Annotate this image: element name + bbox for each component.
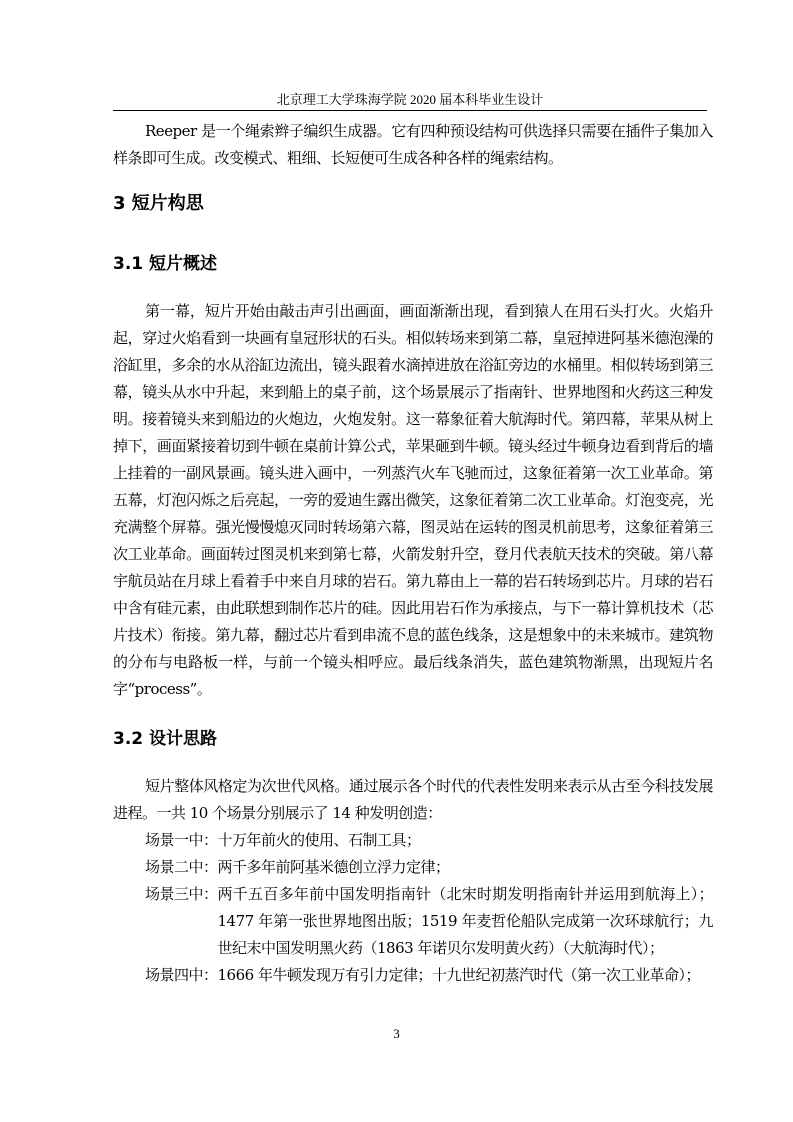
running-header (113, 92, 707, 111)
scene-label: 场景一中： (145, 831, 218, 849)
list-item (113, 881, 713, 962)
scene-label: 场景二中： (145, 858, 218, 876)
scene-text: 两千多年前阿基米德创立浮力定律； (217, 858, 450, 876)
scene-text: 十万年前火的使用、石制工具； (217, 831, 421, 849)
intro-paragraph: Reeper 是一个绳索辫子编织生成器。它有四种预设结构可供选择只需要在插件子集加入样条即可生成。改变模式、粗细、长短便可生成各种各样的绳索结构。 (113, 122, 713, 167)
design-paragraph: 短片整体风格定为次世代风格。通过展示各个时代的代表性发明来表示从古至今科技发展进程。一共 10 个场景分别展示了 14 种发明创造： (113, 777, 713, 822)
page-number: 3 (393, 1026, 400, 1041)
list-item (113, 827, 713, 854)
scene-label: 场景三中： (145, 885, 218, 903)
list-item (113, 854, 713, 881)
scene-text: 1666 年牛顿发现万有引力定律；十九世纪初蒸汽时代（第一次工业革命）； (217, 966, 700, 984)
subsection-heading-3-1: 3.1 短片概述 (113, 254, 218, 274)
section-heading-3: 3 短片构思 (113, 193, 204, 214)
scene-list (113, 827, 713, 989)
scene-label: 场景四中： (145, 966, 218, 984)
subsection-heading-3-2: 3.2 设计思路 (113, 729, 218, 749)
scene-text: 两千五百多年前中国发明指南针（北宋时期发明指南针并运用到航海上）；1477 年第一张世界地图出版；1519 年麦哲伦船队完成第一次环球航行；九世纪末中国发明黑火药（1863 年诺贝尔发明黄火药）（大航海时代）； (217, 885, 713, 957)
header-title: 北京理工大学珠海学院 2020 届本科毕业生设计 (276, 92, 544, 107)
list-item (113, 962, 713, 989)
overview-paragraph: 第一幕，短片开始由敲击声引出画面，画面渐渐出现，看到猿人在用石头打火。火焰升起，穿过火焰看到一块画有皇冠形状的石头。相似转场来到第二幕，皇冠掉进阿基米德泡澡的浴缸里，多余的水从浴缸边流出，镜头跟着水滴掉进放在浴缸旁边的水桶里。相似转场到第三幕，镜头从水中升起，来到船上的桌子前，这个场景展示了指南针、世界地图和火药这三种发明。接着镜头来到船边的火炮边，火炮发射。这一幕象征着大航海时代。第四幕，苹果从树上掉下，画面紧接着切到牛顿在桌前计算公式，苹果砸到牛顿。镜头经过牛顿身边看到背后的墙上挂着的一副风景画。镜头进入画中，一列蒸汽火车飞驰而过，这象征着第一次工业革命。第五幕，灯泡闪烁之后亮起，一旁的爱迪生露出微笑，这象征着第二次工业革命。灯泡变亮，光充满整个屏幕。强光慢慢熄灭同时转场第六幕，图灵站在运转的图灵机前思考，这象征着第三次工业革命。画面转过图灵机来到第七幕，火箭发射升空，登月代表航天技术的突破。第八幕宇航员站在月球上看着手中来自月球的岩石。第九幕由上一幕的岩石转场到芯片。月球的岩石中含有硅元素，由此联想到制作芯片的硅。因此用岩石作为承接点，与下一幕计算机技术（芯片技术）衔接。第九幕，翻过芯片看到串流不息的蓝色线条，这是想象中的未来城市。建筑物的分布与电路板一样，与前一个镜头相呼应。最后线条消失，蓝色建筑物渐黑，出现短片名字“process”。 (113, 302, 713, 698)
page-content (113, 118, 713, 989)
